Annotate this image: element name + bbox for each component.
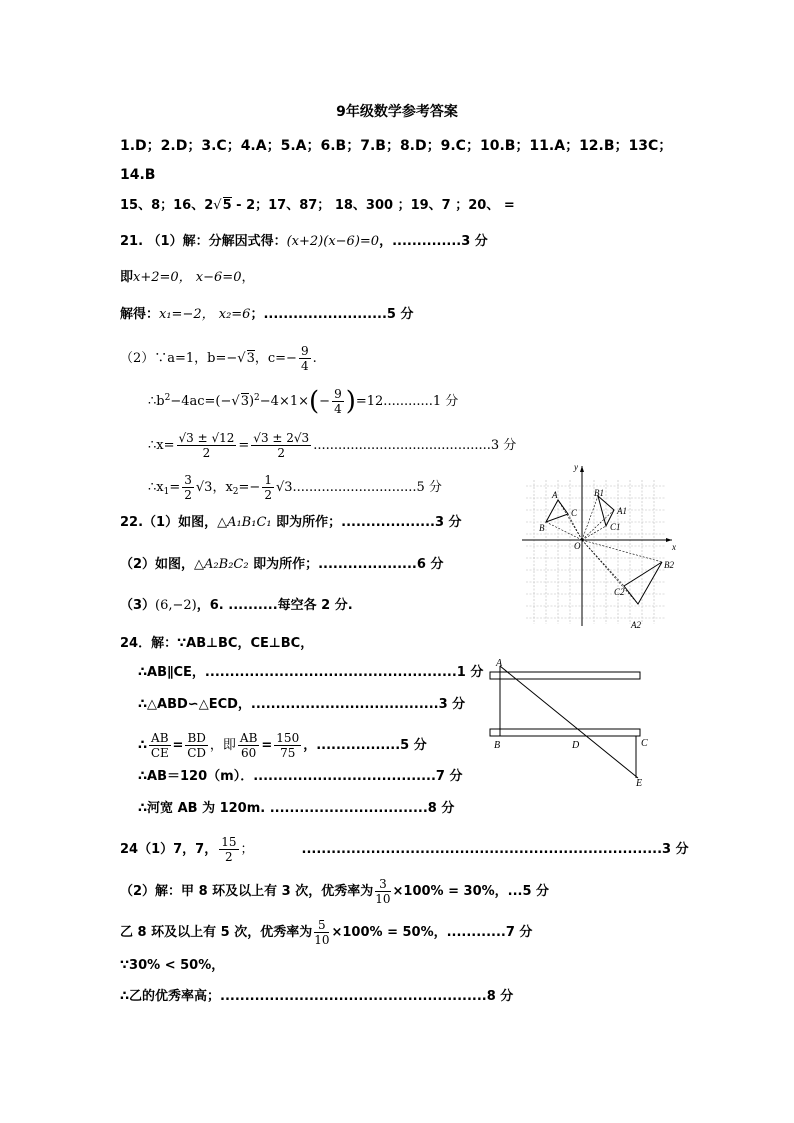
label-B2: B2 — [664, 560, 674, 570]
q21-line3: 解得：x₁=−2， x₂=6；.........................5 分 — [120, 307, 414, 322]
q22-line3: （3）(6,−2)，6. ..........每空各 2 分. — [120, 598, 353, 613]
q24-line6: ∴河宽 AB 为 120m. ................................8 分 — [138, 801, 455, 816]
q24-line3: ∴△ABD∽△ECD，......................................3 分 — [138, 697, 466, 712]
label-E: E — [636, 778, 643, 788]
q21-line1: 21. （1）解：分解因式得：(x+2)(x−6)=0，..............3 分 — [120, 234, 488, 249]
q22-line1: 22.（1）如图，△A₁B₁C₁ 即为所作；...................3 分 — [120, 515, 462, 530]
q24b-line3: 乙 8 环及以上有 5 次，优秀率为 $\frac{5}{10}$ ×100% = 50%，............7 分 — [120, 918, 533, 947]
label-B: B — [539, 523, 545, 533]
label-C: C — [641, 738, 648, 749]
q24-line2: ∴AB∥CE，...................................................1 分 — [138, 665, 484, 680]
label-C2: C2 — [614, 587, 625, 597]
mc-answers-line1: 1.D；2.D；3.C；4.A；5.A；6.B；7.B；8.D；9.C；10.B；11.A；12.B；13C； — [120, 138, 673, 154]
page-title: 9年级数学参考答案 — [336, 104, 458, 120]
label-B: B — [494, 740, 501, 751]
label-C1: C1 — [610, 522, 621, 532]
mc-answers-line2: 14.B — [120, 167, 156, 183]
x-axis-label: x — [672, 542, 676, 552]
q21-roots: $\therefore x_1=$ $\frac{3}{2}$ √3，$x_2=-$ $\frac{1}{2}$ √3..............................5 分 — [148, 473, 442, 502]
fill-answers: 15、8；16、2√5 - 2；17、87； 18、300 ；19、7 ；20、 = — [120, 198, 515, 213]
q22-line2: （2）如图，△A₂B₂C₂ 即为所作；....................6 分 — [120, 557, 444, 572]
label-A: A — [496, 658, 503, 669]
q21-solution-formula: ∴x= $\frac{√3 \pm √12}{2}$ = $\frac{√3 \pm 2√3}{2}$ ...........................................3 分 — [148, 431, 517, 460]
origin-label: O — [574, 541, 581, 551]
label-B1: B1 — [594, 488, 604, 498]
q24-line5: ∴AB＝120（m）．.....................................7 分 — [138, 769, 463, 784]
q24-line4: ∴ $\frac{AB}{CE}$ = $\frac{BD}{CD}$ ，即 $\frac{AB}{60}$ = $\frac{150}{75}$ ，.................5 分 — [138, 731, 427, 760]
q24-line1: 24．解：∵AB⊥BC，CE⊥BC， — [120, 636, 314, 651]
q24b-line2: （2）解：甲 8 环及以上有 3 次，优秀率为 $\frac{3}{10}$ ×100% = 30%，...5 分 — [120, 877, 550, 906]
q21-part2: （2）∵a=1，b=−√3，c=− $\frac{9}{4}$ . — [120, 344, 317, 373]
label-A: A — [552, 490, 558, 500]
q24b-line4: ∵30% < 50%， — [120, 958, 225, 973]
label-A2: A2 — [631, 620, 641, 630]
q21-line2: 即x+2=0， x−6=0， — [120, 270, 255, 285]
label-C: C — [571, 508, 578, 518]
coordinate-grid-figure — [520, 458, 682, 630]
y-axis-label: y — [574, 462, 578, 472]
river-width-figure — [486, 656, 652, 788]
q21-discriminant: $\therefore b^2-4ac=(-√3)^2-4\times 1\times(-$ $\frac{9}{4}$ )=12............1 分 — [148, 386, 459, 417]
label-D: D — [572, 740, 580, 751]
q24b-line5: ∴乙的优秀率高；......................................................8 分 — [120, 989, 514, 1004]
q24b-line1: 24（1）7，7， $\frac{15}{2}$ ； .........................................................................3 分 — [120, 835, 689, 864]
label-A1: A1 — [617, 506, 627, 516]
